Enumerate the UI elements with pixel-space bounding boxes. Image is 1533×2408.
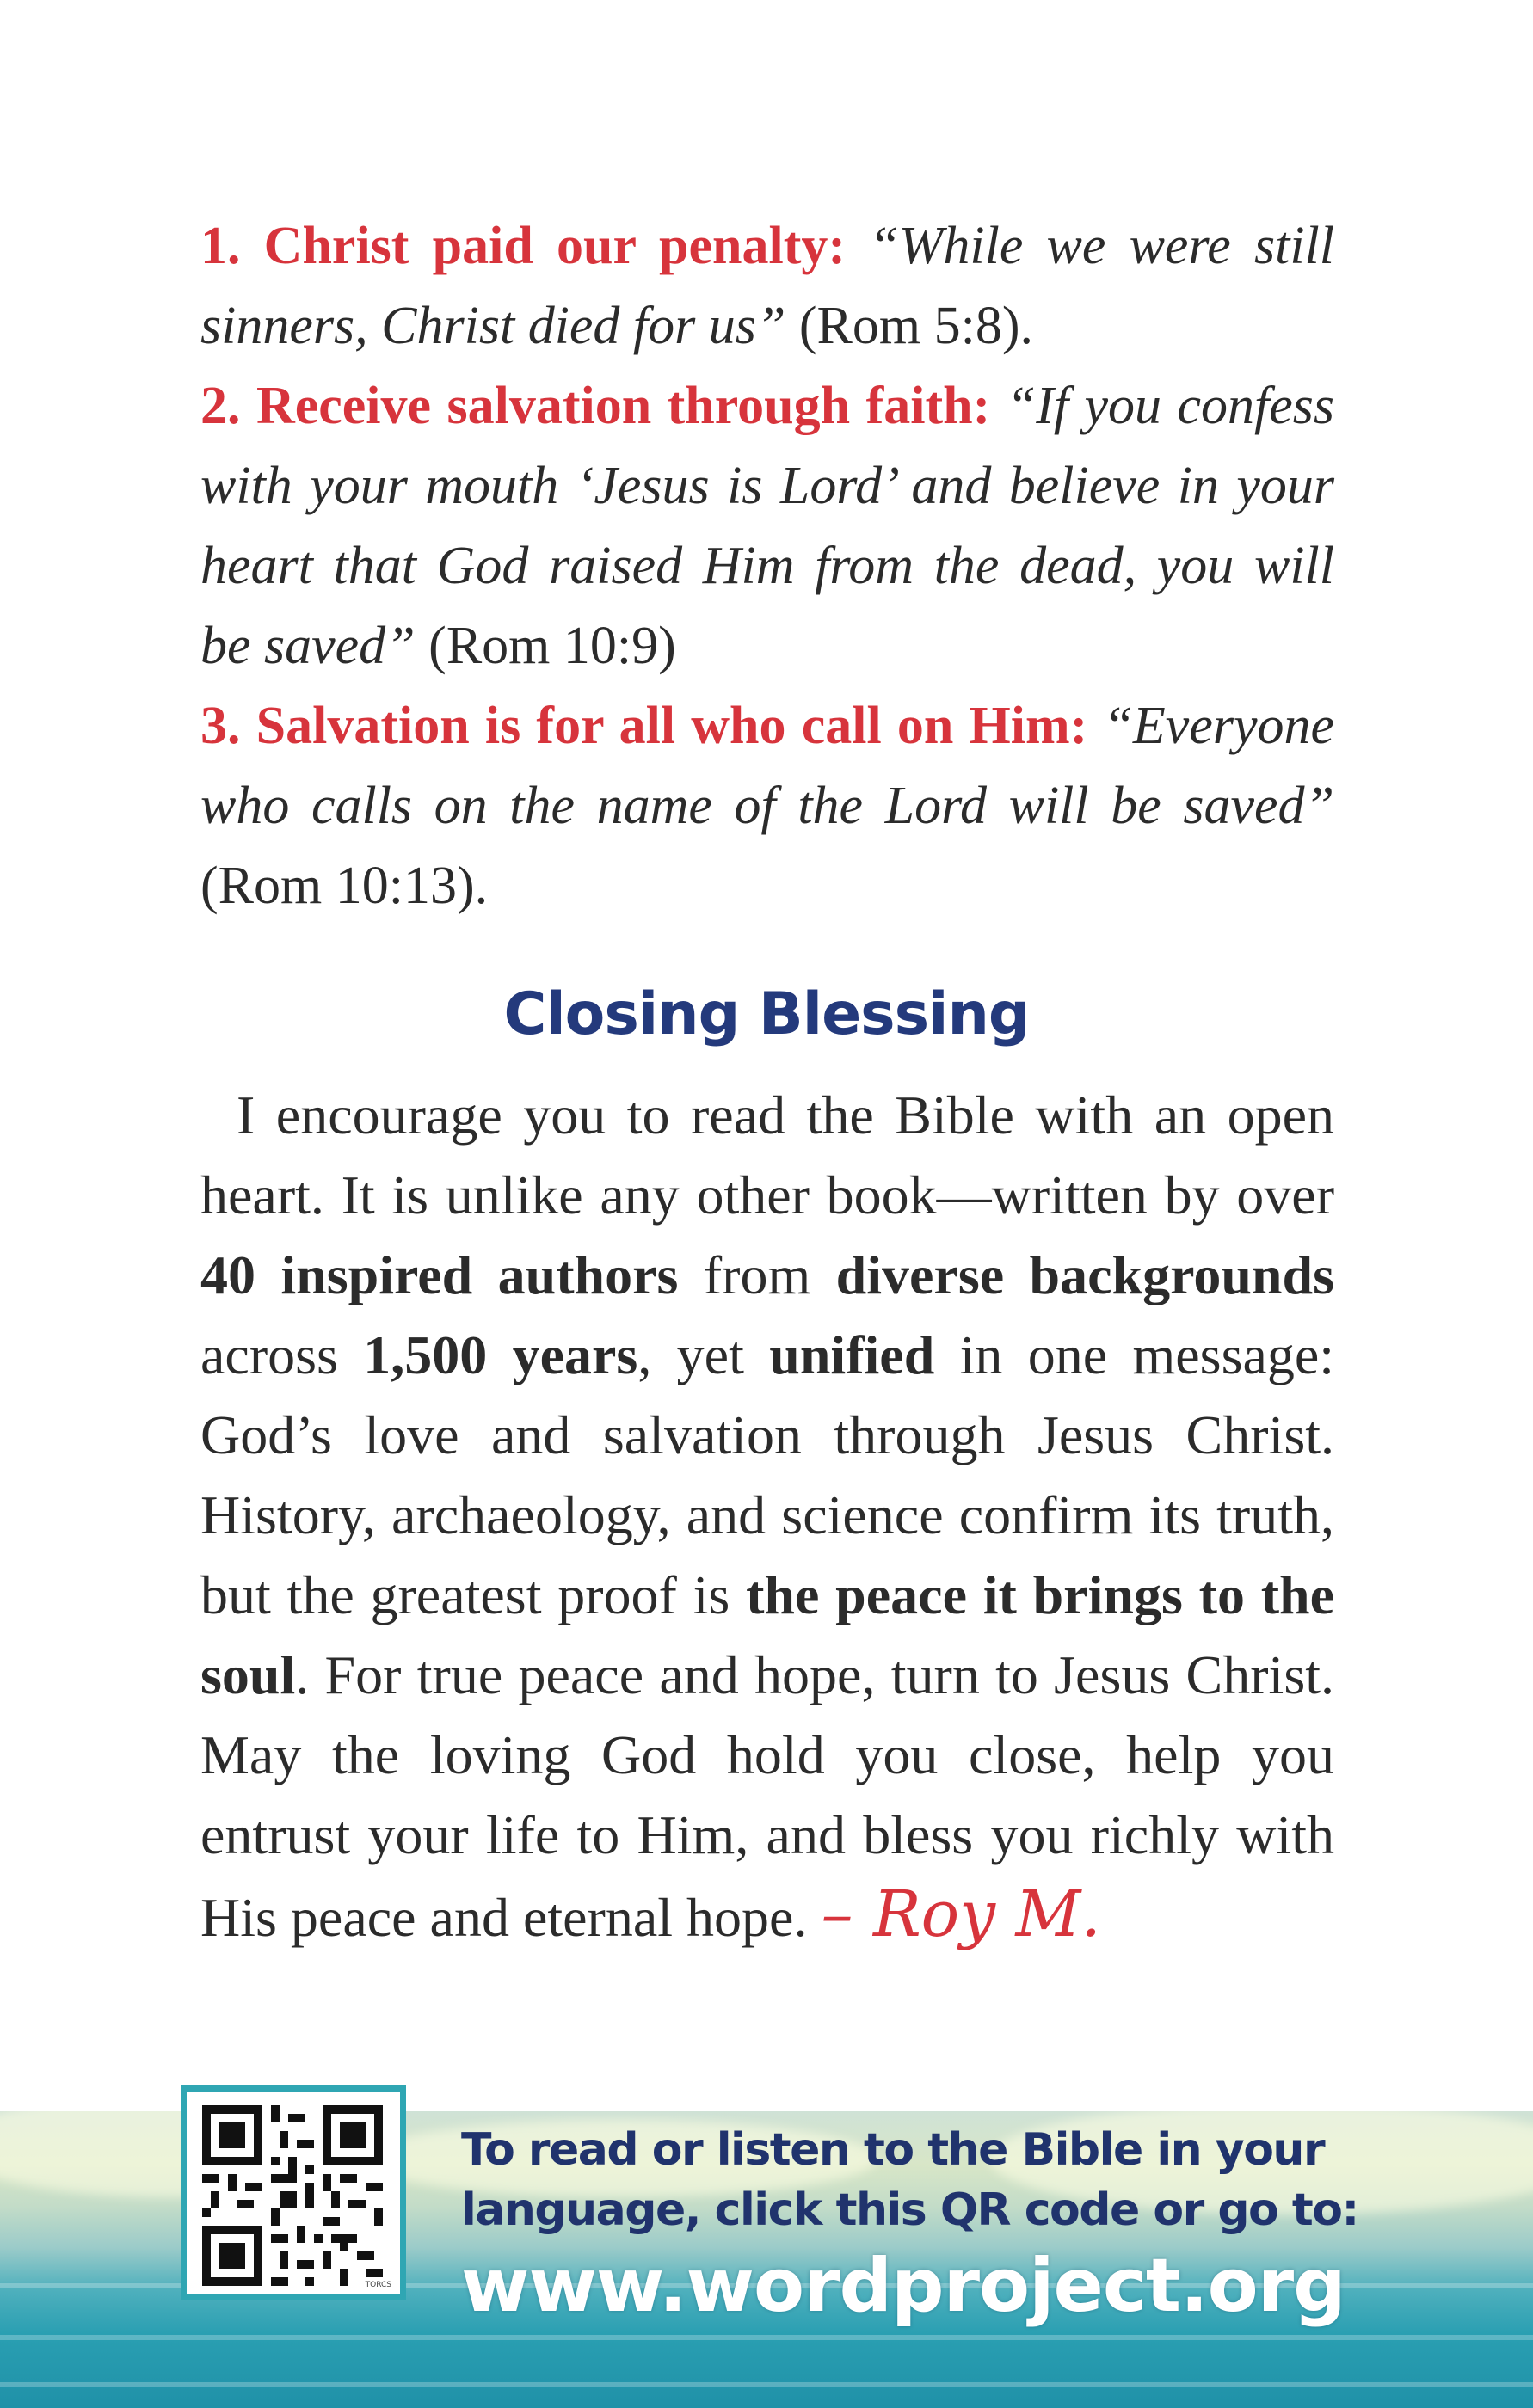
point-2-quote: “If you confess with your mouth ‘Jesus is Lord’ and believe in your heart that God raised Him from the dead, you will be saved”: [200, 377, 1335, 675]
point-1-reference: (Rom 5:8).: [798, 297, 1034, 355]
point-1-quote: “While we were still sinners, Christ died for us”: [200, 217, 1335, 355]
wave-line: [0, 2382, 1533, 2387]
blessing-text-2: from: [703, 1244, 811, 1305]
point-3-quote: “Everyone who calls on the name of the Lord will be saved”: [200, 697, 1335, 835]
wordproject-url-link[interactable]: www.wordproject.org: [461, 2243, 1345, 2329]
blessing-text-3: across: [200, 1324, 338, 1385]
point-2: [200, 366, 1334, 686]
qr-code-icon: [202, 2105, 383, 2286]
point-2-lead: 2. Receive salvation through faith:: [200, 377, 991, 435]
point-1-lead: 1. Christ paid our penalty:: [200, 217, 847, 275]
blessing-text-4: , yet: [637, 1324, 744, 1385]
banner-instructions: [461, 2120, 1450, 2240]
point-3-lead: 3. Salvation is for all who call on Him:: [200, 697, 1088, 755]
banner-line-1: To read or listen to the Bible in your: [461, 2124, 1325, 2176]
blessing-text-6: . For true peace and hope, turn to Jesus Christ. May the loving God hold you close, help you entrust your life to Him, and bless you richly with His peace and eternal hope.: [200, 1644, 1334, 1948]
blessing-bold-authors: 40 inspired authors: [200, 1244, 679, 1305]
salvation-points: [200, 206, 1334, 926]
closing-blessing-heading: Closing Blessing: [503, 980, 1030, 1048]
closing-blessing-paragraph: [200, 1075, 1334, 1957]
blessing-text-1: I encourage you to read the Bible with an open heart. It is unlike any other book—written by over: [200, 1084, 1334, 1226]
point-1: [200, 206, 1334, 366]
point-3: [200, 686, 1334, 926]
point-2-reference: (Rom 10:9): [428, 617, 676, 675]
blessing-bold-backgrounds: diverse backgrounds: [835, 1244, 1335, 1305]
signature: – Roy M.: [821, 1877, 1101, 1951]
banner-line-2: language, click this QR code or go to:: [461, 2184, 1358, 2236]
qr-caption: TORCS: [365, 2281, 391, 2289]
point-3-reference: (Rom 10:13).: [200, 857, 489, 915]
qr-code-link[interactable]: [181, 2086, 406, 2300]
blessing-bold-unified: unified: [769, 1324, 935, 1385]
wave-line: [0, 2335, 1533, 2340]
blessing-text-5: in one message: God’s love and salvation through Jesus Christ. History, archaeology, and science confirm its truth, but the greatest proof is: [200, 1324, 1335, 1625]
blessing-bold-peace: the peace it brings to the soul: [200, 1564, 1335, 1705]
blessing-bold-years: 1,500 years: [363, 1324, 638, 1385]
